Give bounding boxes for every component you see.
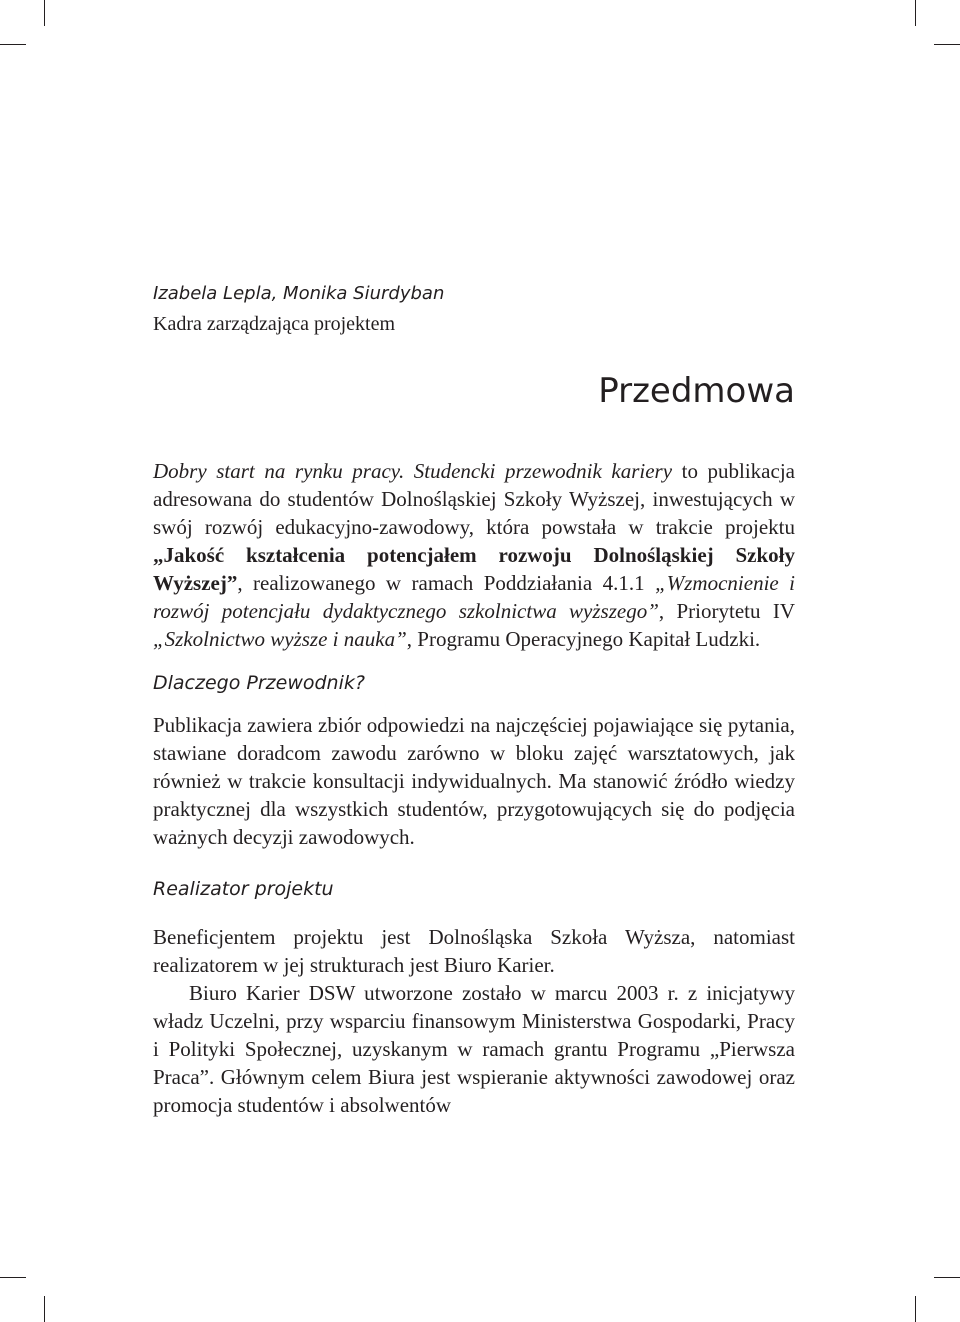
page-title: Przedmowa [598, 371, 795, 411]
intro-text: , Programu Operacyjnego Kapitał Ludzki. [406, 627, 761, 651]
crop-mark [44, 0, 45, 26]
intro-text: , realizowanego w ramach Poddziałania 4.1.1 [237, 571, 656, 595]
authors: Izabela Lepla, Monika Siurdyban [153, 283, 445, 304]
intro-paragraph [153, 457, 795, 653]
crop-mark [934, 44, 960, 45]
page-content [153, 280, 795, 1119]
section-paragraph: Beneficjentem projektu jest Dolnośląska Szkoła Wyższa, natomiast realizatorem w jej strukturach jest Biuro Karier. [153, 925, 795, 977]
section-paragraph: Biuro Karier DSW utworzone zostało w marcu 2003 r. z inicjatywy władz Uczelni, przy wsparciu finansowym Ministerstwa Gospodarki, Pracy i Polityki Społecznej, uzyskanym w ramach grantu Programu „Pierwsza Praca”. Głównym celem Biura jest wspieranie aktywności zawodowej oraz promocja studentów i absolwentów [153, 981, 795, 1117]
priority-name: „Szkolnictwo wyższe i nauka” [153, 627, 407, 651]
crop-mark [0, 1277, 26, 1278]
section-heading: Realizator projektu [153, 878, 334, 900]
intro-text: to publikacja adresowana do studentów Dolnośląskiej Szkoły Wyższej, inwestujących w swój rozwój edukacyjno-zawodowy, która powstała w trakcie projektu [153, 459, 795, 539]
crop-mark [44, 1296, 45, 1322]
crop-mark [934, 1277, 960, 1278]
measure-name: „Wzmocnienie i rozwój potencjału dydaktycznego szkolnictwa wyższego” [153, 571, 795, 623]
section-heading: Dlaczego Przewodnik? [153, 672, 365, 694]
crop-mark [915, 0, 916, 26]
project-name: „Jakość kształcenia potencjałem rozwoju Dolnośląskiej Szkoły Wyższej” [153, 543, 795, 595]
crop-mark [915, 1296, 916, 1322]
crop-mark [0, 44, 26, 45]
book-title: Dobry start na rynku pracy. Studencki przewodnik kariery [153, 459, 673, 483]
intro-text: , Priorytetu IV [658, 599, 795, 623]
section-paragraph: Publikacja zawiera zbiór odpowiedzi na najczęściej pojawiające się pytania, stawiane doradcom zawodu zarówno w bloku zajęć warsztatowych, jak również w trakcie konsultacji indywidualnych. Ma stanowić źródło wiedzy praktycznej dla wszystkich studentów, przygotowujących się do podjęcia ważnych decyzji zawodowych. [153, 713, 795, 849]
authors-role: Kadra zarządzająca projektem [153, 313, 396, 335]
